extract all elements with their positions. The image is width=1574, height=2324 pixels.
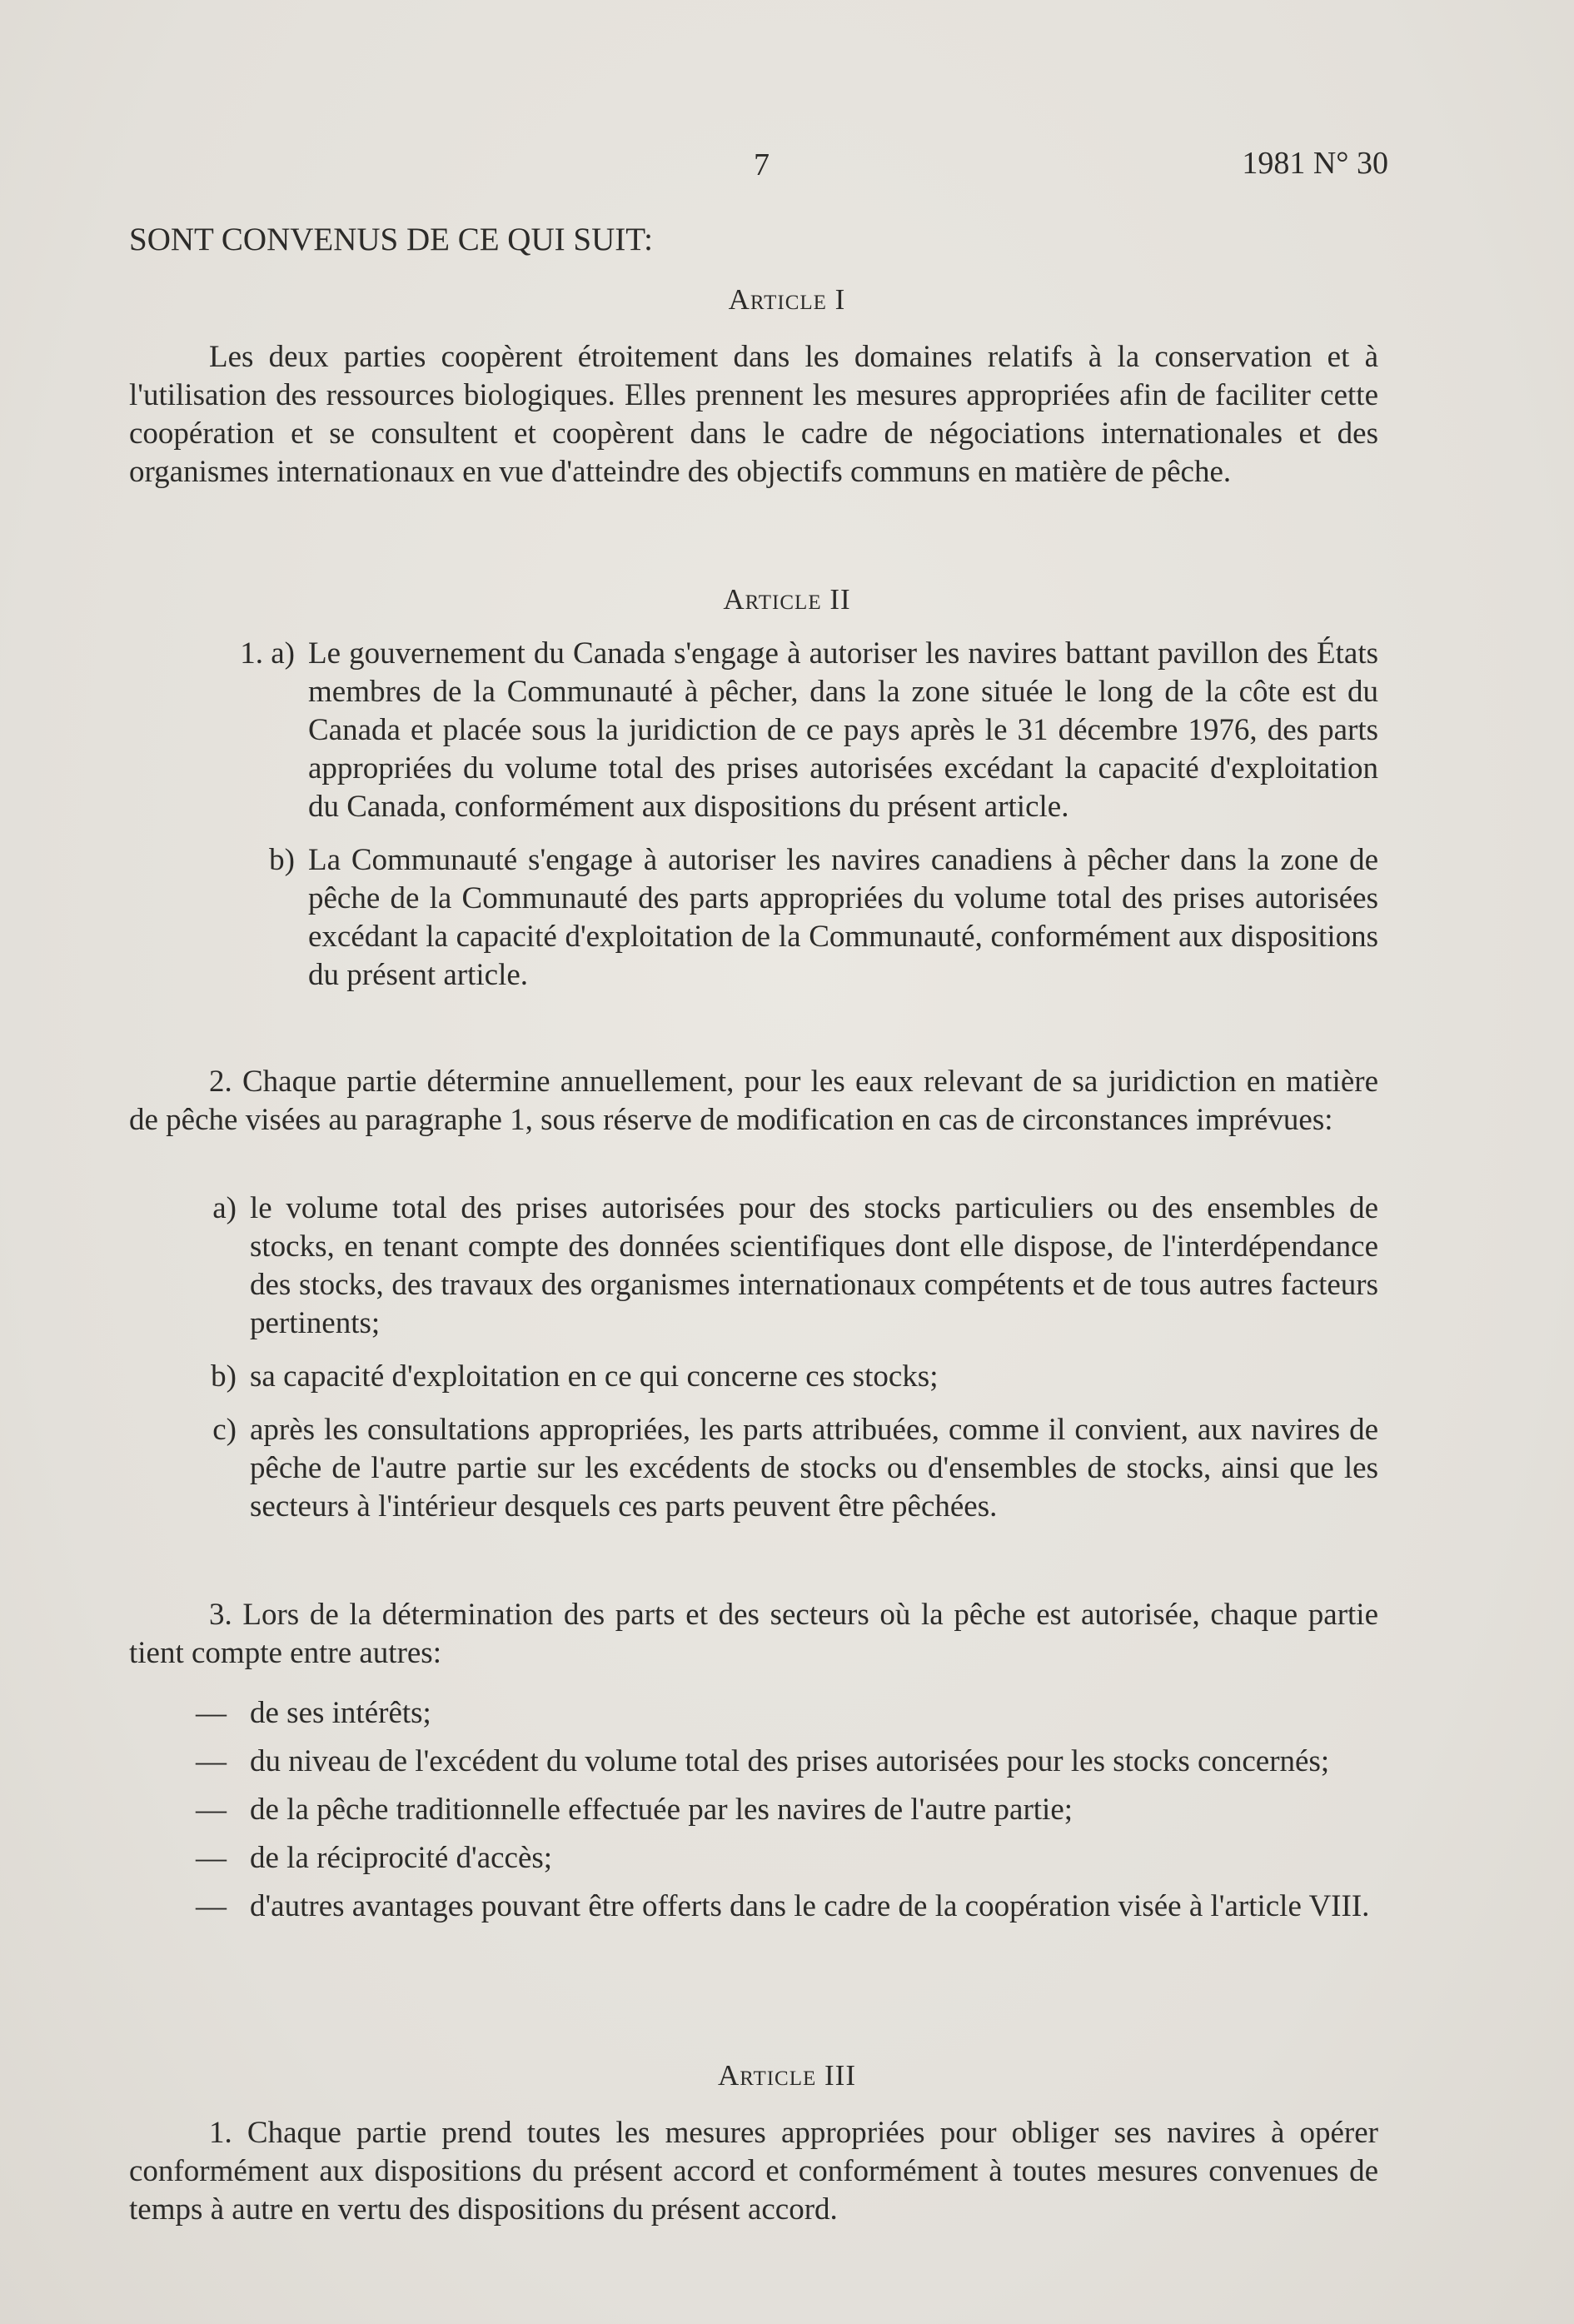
list-item [129,1189,1378,1343]
dash-text: d'autres avantages pouvant être offerts dans le cadre de la coopération visée à l'article VIII. [250,1889,1370,1923]
dash-item [129,1791,1378,1829]
dash-item [129,1694,1378,1733]
dash-symbol: — [196,1793,227,1827]
dash-item [129,1743,1378,1781]
page-number: 7 [754,147,770,182]
article-3-paragraph-1: 1. Chaque partie prend toutes les mesures appropriées pour obliger ses navires à opérer conformément aux dispositions du présent accord et conformément à toutes mesures convenues de temps à autre en vertu des dispositions du présent accord. [129,2116,1378,2227]
dash-text: de ses intérêts; [250,1696,431,1730]
intro-line: SONT CONVENUS DE CE QUI SUIT: [129,222,653,257]
list-item [129,1358,1378,1396]
dash-text: du niveau de l'excédent du volume total des prises autorisées pour les stocks concernés; [250,1744,1330,1778]
dash-item [129,1888,1378,1926]
item-text: après les consultations appropriées, les parts attribuées, comme il convient, aux navires de pêche de l'autre partie sur les excédents de stocks ou d'ensembles de stocks, ainsi que les secteurs à l'intérieur desquels ces parts peuvent être pêchées. [250,1413,1378,1524]
clause-text: La Communauté s'engage à autoriser les navires canadiens à pêcher dans la zone de pêche de la Communauté des parts appropriées du volume total des prises autorisées excédant la capacité d'exploitation de la Communauté, conformément aux dispositions du présent article. [308,843,1378,992]
clause-label: b) [269,843,295,877]
item-text: le volume total des prises autorisées pour des stocks particuliers ou des ensembles de stocks, en tenant compte des données scientifiques dont elle dispose, de l'interdépendance des stocks, des travaux des organismes internationaux compétents et de tous autres facteurs pertinents; [250,1191,1378,1340]
article-3-heading: Article III [718,2059,856,2092]
item-label: a) [212,1191,237,1225]
article-2-paragraph-2-items [129,1189,1378,1541]
article-2-paragraph-1 [129,635,1378,1010]
article-1-heading: Article I [728,283,846,316]
article-2-heading: Article II [723,583,851,616]
item-text: sa capacité d'exploitation en ce qui concerne ces stocks; [250,1359,939,1394]
dash-symbol: — [196,1841,227,1875]
article-2-paragraph-3-dashes [129,1694,1378,1936]
dash-symbol: — [196,1744,227,1778]
clause-1a [129,635,1378,826]
clause-label: 1. a) [240,636,295,671]
item-label: c) [212,1413,237,1447]
dash-text: de la réciprocité d'accès; [250,1841,553,1875]
dash-symbol: — [196,1889,227,1923]
article-2-paragraph-2: 2. Chaque partie détermine annuellement, pour les eaux relevant de sa juridiction en matière de pêche visées au paragraphe 1, sous réserve de modification en cas de circonstances imprévues: [129,1065,1378,1137]
item-label: b) [211,1359,237,1394]
dash-text: de la pêche traditionnelle effectuée par les navires de l'autre partie; [250,1793,1073,1827]
dash-symbol: — [196,1696,227,1730]
list-item [129,1411,1378,1526]
article-1-text: Les deux parties coopèrent étroitement dans les domaines relatifs à la conservation et à l'utilisation des ressources biologiques. Elles prennent les mesures appropriées afin de faciliter cette coopération et se consultent et coopèrent dans le cadre de négociations internationales et des organismes internationaux en vue d'atteindre des objectifs communs en matière de pêche. [129,340,1378,489]
dash-item [129,1839,1378,1878]
clause-text: Le gouvernement du Canada s'engage à autoriser les navires battant pavillon des États membres de la Communauté à pêcher, dans la zone située le long de la côte est du Canada et placée sous la juridiction de ce pays après le 31 décembre 1976, des parts appropriées du volume total des prises autorisées excédant la capacité d'exploitation du Canada, conformément aux dispositions du présent article. [308,636,1378,824]
document-reference: 1981 N° 30 [1242,146,1388,181]
article-2-paragraph-3: 3. Lors de la détermination des parts et des secteurs où la pêche est autorisée, chaque partie tient compte entre autres: [129,1598,1378,1670]
clause-1b [129,841,1378,995]
